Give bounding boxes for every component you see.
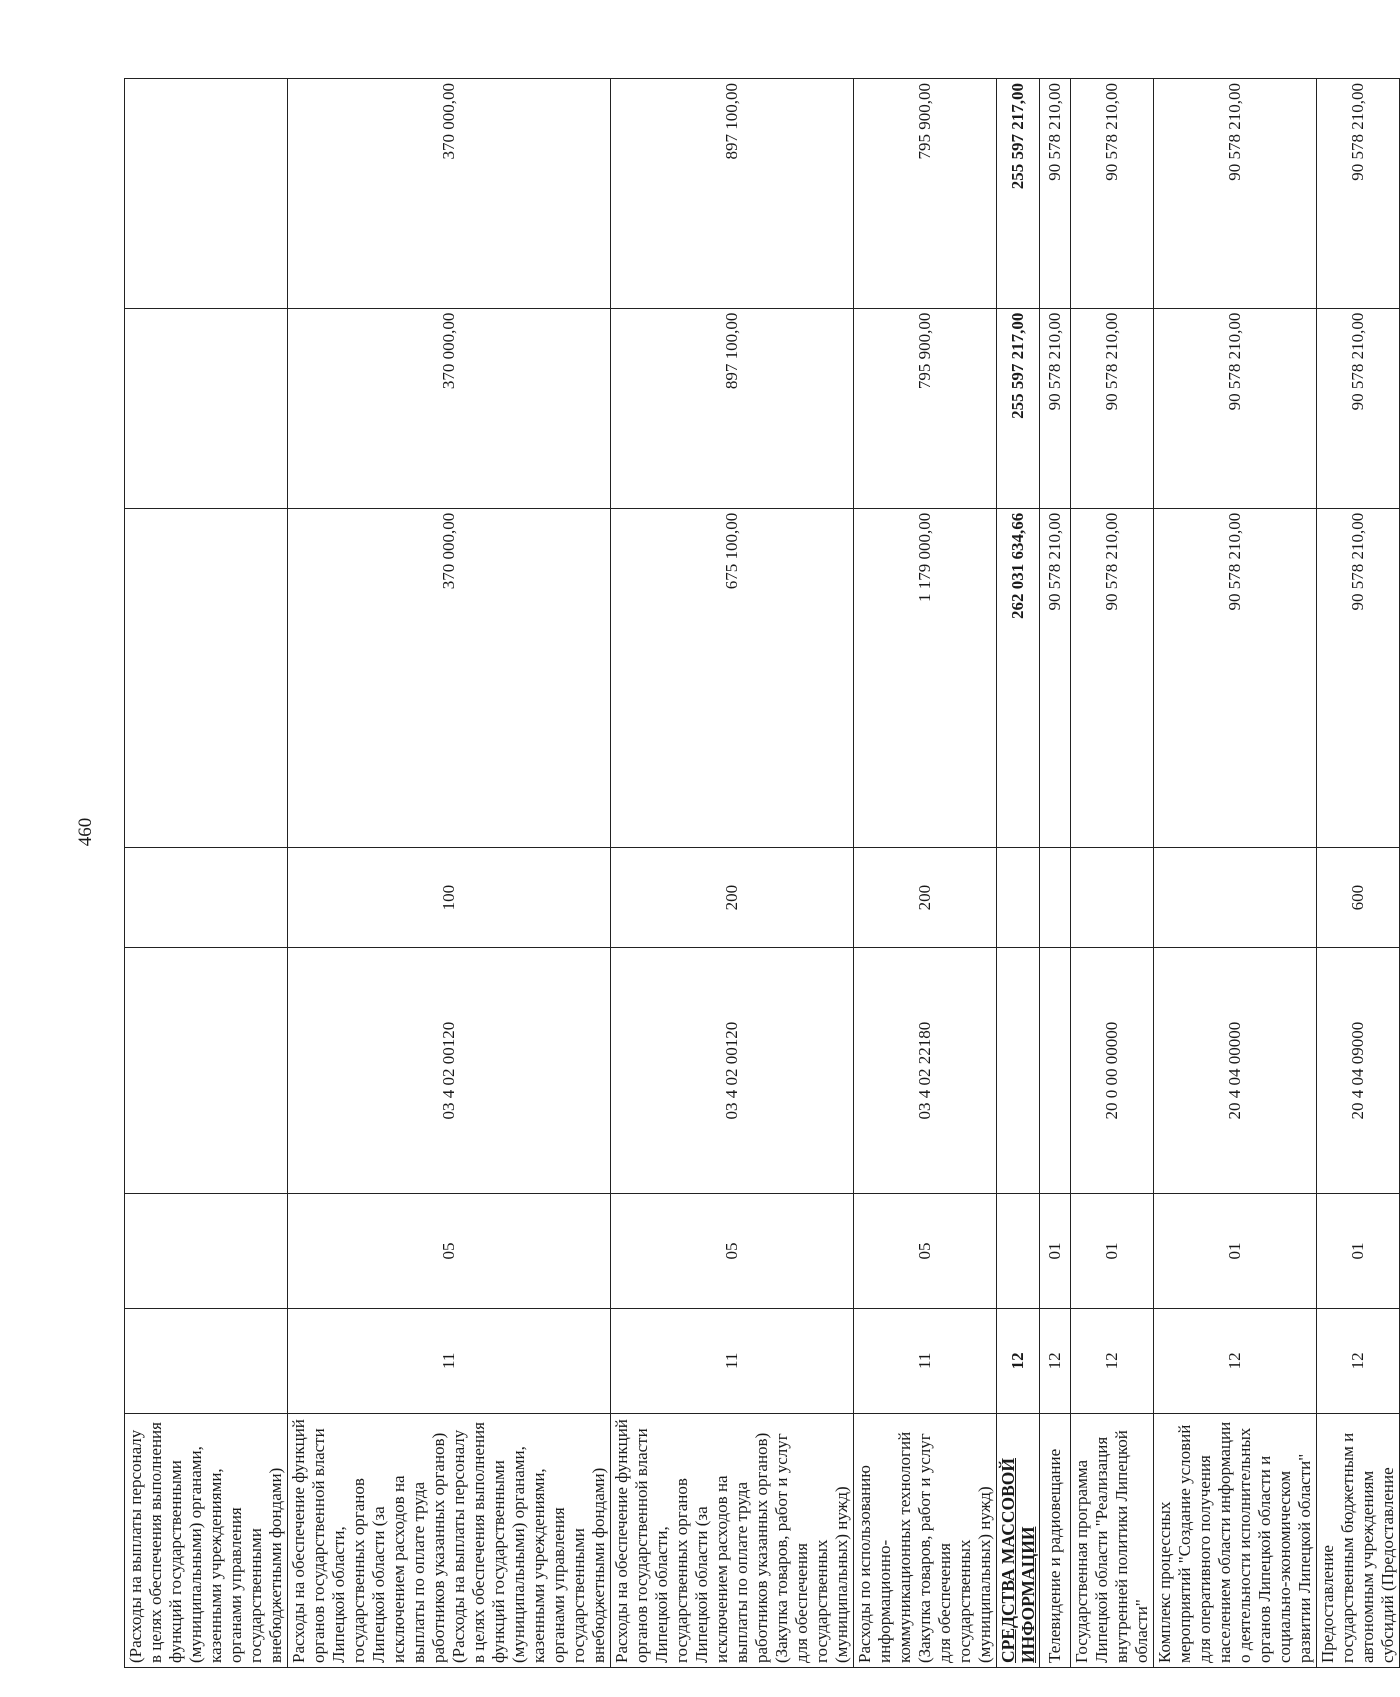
vr-cell: 200 xyxy=(854,848,997,948)
sum-2025-cell: 370 000,00 xyxy=(288,79,611,309)
sum-2023-cell: 370 000,00 xyxy=(288,508,611,847)
sum-2024-cell: 255 597 217,00 xyxy=(997,308,1040,508)
sum-2023-cell: 262 031 634,66 xyxy=(997,508,1040,847)
table-row xyxy=(125,79,288,1668)
csr-cell: 03 4 02 00120 xyxy=(611,948,854,1194)
sum-2025-cell: 897 100,00 xyxy=(611,79,854,309)
razdel-cell xyxy=(125,1308,288,1413)
razdel-cell: 11 xyxy=(288,1308,611,1413)
row-name-cell: (Расходы на выплаты персоналу в целях обеспечения выполнения функций государственными (муниципальными) органами, казенными учреждениями, органами управления государственными внебюджетными фондами) xyxy=(125,1413,288,1667)
sum-2023-cell: 90 578 210,00 xyxy=(1071,508,1154,847)
row-name-cell: Расходы по использованию информационно-коммуникационных технологий (Закупка товаров, работ и услуг для обеспечения государственных (муниципальных) нужд) xyxy=(854,1413,997,1667)
csr-cell: 03 4 02 00120 xyxy=(288,948,611,1194)
table-row xyxy=(997,79,1040,1668)
row-name-cell: Телевидение и радиовещание xyxy=(1040,1413,1071,1667)
sum-2025-cell: 90 578 210,00 xyxy=(1154,79,1317,309)
table-row xyxy=(1317,79,1400,1668)
razdel-cell: 11 xyxy=(854,1308,997,1413)
podrazdel-cell: 01 xyxy=(1071,1194,1154,1309)
sum-2025-cell xyxy=(125,79,288,309)
csr-cell: 20 0 00 00000 xyxy=(1071,948,1154,1194)
vr-cell xyxy=(125,848,288,948)
vr-cell xyxy=(997,848,1040,948)
razdel-cell: 11 xyxy=(611,1308,854,1413)
sum-2023-cell: 1 179 000,00 xyxy=(854,508,997,847)
page-number: 460 xyxy=(75,817,96,847)
row-name-cell: Предоставление государственным бюджетным и автономным учреждениям субсидий (Предоставление xyxy=(1317,1413,1400,1667)
table-row xyxy=(1154,79,1317,1668)
sum-2025-cell: 90 578 210,00 xyxy=(1317,79,1400,309)
sum-2025-cell: 90 578 210,00 xyxy=(1071,79,1154,309)
razdel-cell: 12 xyxy=(997,1308,1040,1413)
vr-cell: 200 xyxy=(611,848,854,948)
razdel-cell: 12 xyxy=(1071,1308,1154,1413)
podrazdel-cell: 01 xyxy=(1317,1194,1400,1309)
vr-cell xyxy=(1040,848,1071,948)
razdel-cell: 12 xyxy=(1040,1308,1071,1413)
podrazdel-cell: 01 xyxy=(1154,1194,1317,1309)
sum-2025-cell: 255 597 217,00 xyxy=(997,79,1040,309)
csr-cell xyxy=(997,948,1040,1194)
rotated-sheet xyxy=(124,78,1397,1668)
sum-2024-cell: 795 900,00 xyxy=(854,308,997,508)
csr-cell: 03 4 02 22180 xyxy=(854,948,997,1194)
sum-2025-cell: 90 578 210,00 xyxy=(1040,79,1071,309)
row-name-cell: Расходы на обеспечение функций органов государственной власти Липецкой области, государственных органов Липецкой области (за исключением расходов на выплаты по оплате труда работников указанных органов) (Расходы на выплаты персоналу в целях обеспечения выполнения функций государственными (муниципальными) органами, казенными учреждениями, органами управления государственными внебюджетными фондами) xyxy=(288,1413,611,1667)
row-name-cell: Государственная программа Липецкой области "Реализация внутренней политики Липецкой области" xyxy=(1071,1413,1154,1667)
table-row xyxy=(1071,79,1154,1668)
sum-2024-cell: 90 578 210,00 xyxy=(1040,308,1071,508)
csr-cell xyxy=(125,948,288,1194)
sum-2023-cell: 90 578 210,00 xyxy=(1317,508,1400,847)
csr-cell xyxy=(1040,948,1071,1194)
sum-2024-cell: 90 578 210,00 xyxy=(1154,308,1317,508)
vr-cell xyxy=(1071,848,1154,948)
row-name-cell: СРЕДСТВА МАССОВОЙ ИНФОРМАЦИИ xyxy=(997,1413,1040,1667)
table-row xyxy=(1040,79,1071,1668)
vr-cell: 600 xyxy=(1317,848,1400,948)
budget-table xyxy=(124,78,1400,1668)
razdel-cell: 12 xyxy=(1154,1308,1317,1413)
sum-2023-cell: 675 100,00 xyxy=(611,508,854,847)
sum-2024-cell: 897 100,00 xyxy=(611,308,854,508)
sum-2024-cell: 90 578 210,00 xyxy=(1317,308,1400,508)
sum-2024-cell xyxy=(125,308,288,508)
sum-2023-cell: 90 578 210,00 xyxy=(1154,508,1317,847)
podrazdel-cell: 05 xyxy=(288,1194,611,1309)
sum-2023-cell xyxy=(125,508,288,847)
vr-cell: 100 xyxy=(288,848,611,948)
podrazdel-cell: 01 xyxy=(1040,1194,1071,1309)
vr-cell xyxy=(1154,848,1317,948)
csr-cell: 20 4 04 09000 xyxy=(1317,948,1400,1194)
csr-cell: 20 4 04 00000 xyxy=(1154,948,1317,1194)
sum-2023-cell: 90 578 210,00 xyxy=(1040,508,1071,847)
razdel-cell: 12 xyxy=(1317,1308,1400,1413)
sum-2025-cell: 795 900,00 xyxy=(854,79,997,309)
podrazdel-cell: 05 xyxy=(854,1194,997,1309)
sum-2024-cell: 370 000,00 xyxy=(288,308,611,508)
table-row xyxy=(854,79,997,1668)
row-name-cell: Комплекс процессных мероприятий "Создание условий для оперативного получения населением области информации о деятельности исполнительных органов Липецкой области и социально-экономическом развитии Липецкой области" xyxy=(1154,1413,1317,1667)
table-row xyxy=(611,79,854,1668)
table-row xyxy=(288,79,611,1668)
podrazdel-cell xyxy=(125,1194,288,1309)
podrazdel-cell xyxy=(997,1194,1040,1309)
sum-2024-cell: 90 578 210,00 xyxy=(1071,308,1154,508)
podrazdel-cell: 05 xyxy=(611,1194,854,1309)
row-name-cell: Расходы на обеспечение функций органов государственной власти Липецкой области, государственных органов Липецкой области (за исключением расходов на выплаты по оплате труда работников указанных органов) (Закупка товаров, работ и услуг для обеспечения государственных (муниципальных) нужд) xyxy=(611,1413,854,1667)
